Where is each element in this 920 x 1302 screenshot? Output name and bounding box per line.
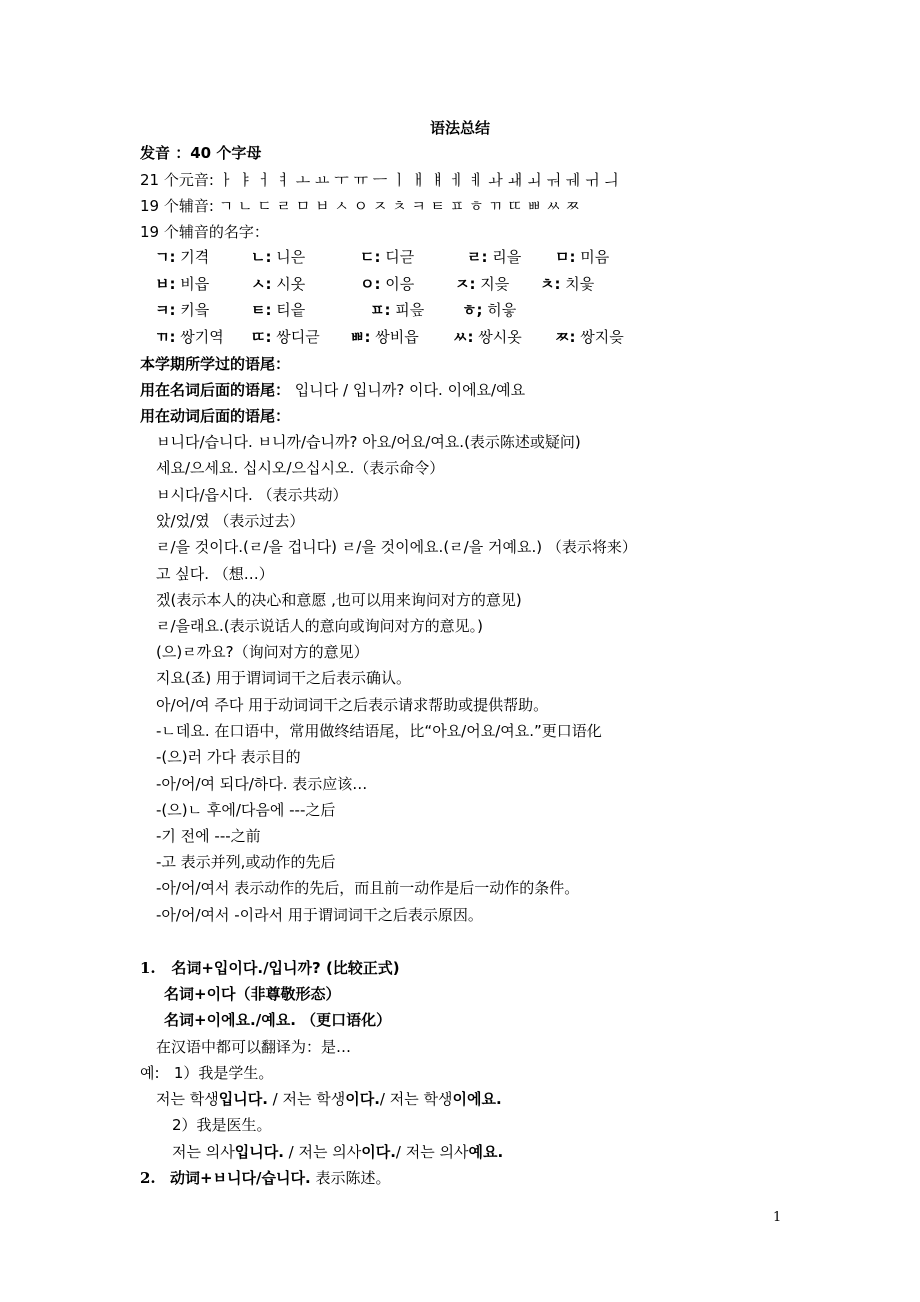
name-cell: ㅌ: 티읕 [251,301,306,319]
name-cell: ㅃ: 쌍비읍 [350,327,419,346]
name-cell: ㅅ: 시옷 [251,274,306,293]
name-cell: ㅋ: 키읔 [155,301,210,319]
consonants-list: ㄱ ㄴ ㄷ ㄹ ㅁ ㅂ ㅅ ㅇ ㅈ ㅊ ㅋ ㅌ ㅍ ㅎ ㄲ ㄸ ㅃ ㅆ ㅉ [218,197,580,215]
verb-ending-item: ㄹ/을 것이다.(ㄹ/을 겁니다) ㄹ/을 것이에요.(ㄹ/을 거예요.) （表示将来） [156,538,637,556]
page-title: 语法总结 [429,119,490,137]
verb-ending-item: (으)ㄹ까요?（询问对方的意见） [156,643,369,661]
example-2-text: 2）我是医生。 [172,1116,272,1134]
verb-ending-item: -ㄴ데요. 在口语中，常用做终结语尾，比“아요/어요/여요.”更口语化 [156,722,602,740]
verb-endings-label: 用在动词后面的语尾： [140,407,291,425]
example-1-line [140,1063,273,1083]
section-1-note: 在汉语中都可以翻译为：是… [156,1038,352,1056]
verb-ending-item: 았/었/였 （表示过去） [156,512,305,530]
pronunciation-heading: 发音 ：40 个字母 [140,144,262,162]
name-cell: ㄹ: 리을 [467,248,522,266]
name-cell: ㅇ: 이응 [360,274,415,293]
verb-ending-item: 아/어/여 주다 用于动词词干之后表示请求帮助或提供帮助。 [156,696,549,714]
name-cell: ㅉ: 쌍지읒 [555,327,624,346]
verb-ending-item: ㄹ/을래요.(表示说话人的意向或询问对方的意见。) [156,617,483,635]
name-cell: ㄷ: 디귿 [360,248,415,266]
endings-heading: 本学期所学过的语尾： [140,355,291,373]
name-cell: ㄸ: 쌍디귿 [251,327,320,346]
consonants-line [140,196,580,216]
verb-ending-item: -(으)ㄴ 후에/다음에 ---之后 [156,801,336,819]
vowels-label: 21 个元音: [140,171,214,189]
section-2-text: 表示陈述。 [310,1169,391,1187]
verb-ending-item: 고 싶다. （想…） [156,565,274,583]
example-2-korean: 저는 의사입니다. / 저는 의사이다./ 저는 의사예요. [172,1143,504,1161]
section-1-line-3: 名词+이에요./예요. （更口语化） [164,1011,392,1029]
vowels-line [140,170,618,190]
verb-ending-item: -고 表示并列,或动作的先后 [156,853,336,871]
verb-ending-item: -아/어/여서 -이라서 用于谓词词干之后表示原因。 [156,906,483,924]
verb-ending-item: 지요(죠) 用于谓词词干之后表示确认。 [156,669,411,687]
name-cell: ㄱ: 기격 [155,248,210,266]
noun-endings-text: 입니다 / 입니까? 이다. 이에요/예요 [294,381,526,399]
section-1-line-2: 名词+이다（非尊敬形态） [164,985,341,1003]
example-label: 예: [140,1064,160,1082]
noun-endings-label: 用在名词后面的语尾： [140,381,291,399]
vowels-list: ㅏ ㅑ ㅓ ㅕ ㅗ ㅛ ㅜ ㅠ ㅡ ㅣ ㅐ ㅒ ㅔ ㅖ ㅘ ㅙ ㅚ ㅝ ㅞ ㅟ ㅢ [218,171,619,189]
section-2-bold-text: 动词+ㅂ니다/습니다. [169,1169,311,1187]
name-cell: ㅊ: 치읓 [540,274,595,293]
section-1-number: 1. [140,959,156,977]
verb-ending-item: ㅂ시다/읍시다. （表示共动） [156,486,348,504]
name-cell: ㅎ; 히읗 [462,301,517,319]
verb-ending-item: ㅂ니다/습니다. ㅂ니까/습니까? 아요/어요/여요.(表示陈述或疑问) [156,433,581,451]
consonants-label: 19 个辅音: [140,197,214,215]
section-2-heading [140,1168,390,1188]
consonant-names-label: 19 个辅音的名字： [140,223,269,241]
name-cell: ㅈ: 지읒 [455,274,510,293]
name-cell: ㄲ: 쌍기역 [155,327,224,346]
verb-ending-item: -기 전에 ---之前 [156,827,261,845]
name-cell: ㅍ: 피읖 [370,301,425,319]
name-cell: ㅂ: 비읍 [155,274,210,293]
section-2-number: 2. [140,1169,156,1187]
verb-ending-item: 겠(表示本人的决心和意愿 ,也可以用来询问对方的意见) [156,591,522,609]
page-number: 1 [773,1210,782,1225]
noun-endings-line [140,380,525,400]
verb-ending-item: -(으)러 가다 表示目的 [156,748,301,766]
verb-ending-item: -아/어/여 되다/하다. 表示应该… [156,775,368,793]
name-cell: ㅁ: 미음 [555,248,610,266]
section-1-heading [140,958,400,978]
section-1-line-1: 名词+입이다./입니까? (比较正式) [171,959,400,977]
example-1-text: 1）我是学生。 [173,1064,274,1082]
example-1-korean: 저는 학생입니다. / 저는 학생이다./ 저는 학생이에요. [156,1090,502,1108]
verb-ending-item: 세요/으세요. 십시오/으십시오.（表示命令） [156,459,445,477]
name-cell: ㅆ: 쌍시옷 [453,327,522,346]
name-cell: ㄴ: 니은 [251,248,306,266]
verb-ending-item: -아/어/여서 表示动作的先后，而且前一动作是后一动作的条件。 [156,879,580,897]
